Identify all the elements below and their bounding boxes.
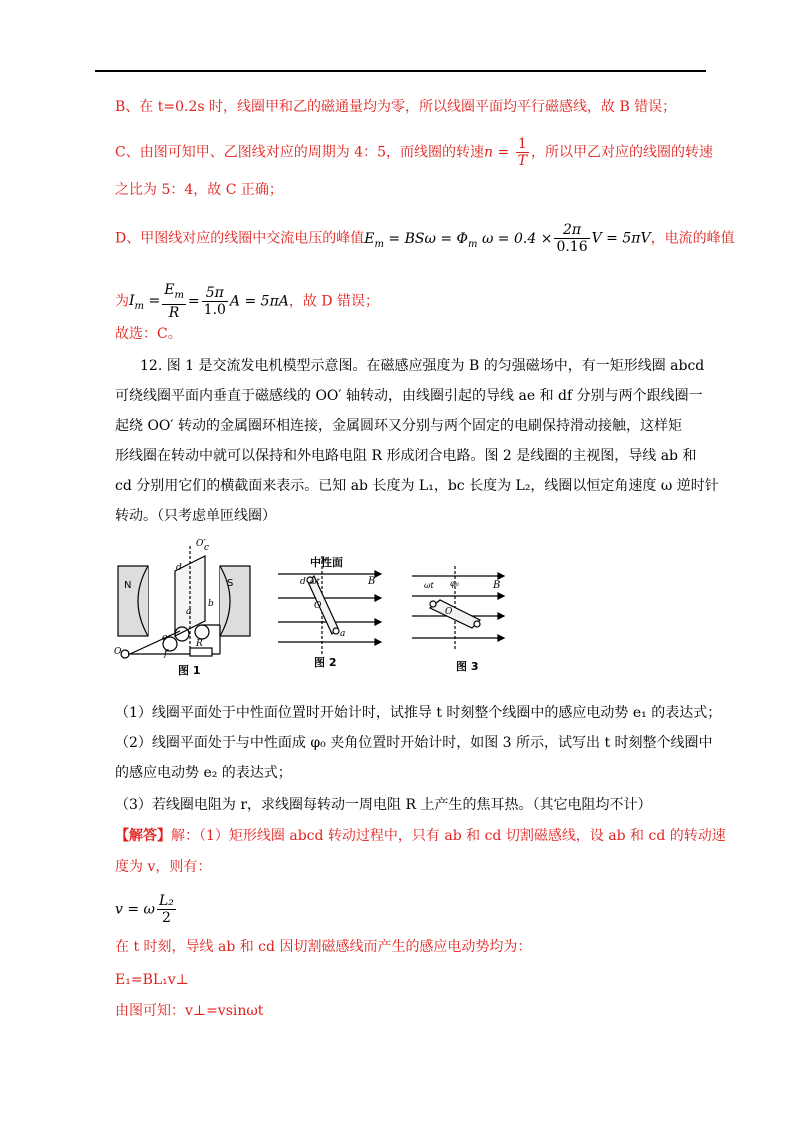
fig2-label-o: O — [314, 601, 322, 611]
figure-2-front-view — [278, 556, 381, 656]
current-fraction-2: $\frac{5\pi}{1.0}$ — [203, 284, 226, 318]
velocity-fraction: $\frac{\text{L₂}}{2}$ — [158, 893, 174, 926]
header-rule — [95, 70, 706, 72]
label-r: R — [196, 639, 203, 649]
label-o-prime: O′ — [196, 539, 206, 549]
question-2: （2）线圈平面处于与中性面成 φ₀ 夹角位置时开始计时，如图 3 所示，试写出 t 时刻整个线圈中 — [115, 735, 713, 751]
solution-tag: 【解答】 — [115, 828, 171, 844]
fig3-label-o: O — [445, 607, 453, 617]
solution-intro-2: 度为 v，则有： — [115, 859, 212, 875]
neutral-plane-label: 中性面 — [310, 556, 343, 569]
label-a: a — [186, 607, 192, 617]
figure-1-generator — [118, 546, 250, 658]
question-1: （1）线圈平面处于中性面位置时开始计时，试推导 t 时刻整个线圈中的感应电动势 e₁ 的表达式； — [115, 705, 722, 721]
caption-fig-1: 图 1 — [178, 664, 201, 677]
emf-formula: E₁=BL₁v⊥ — [115, 972, 189, 988]
label-s: S — [227, 578, 234, 589]
question-2-cont: 的感应电动势 e₂ 的表达式； — [115, 765, 292, 781]
speed-symbol: n — [483, 144, 494, 161]
option-c-text: C、由图可知甲、乙图线对应的周期为 4：5，而线圈的转速 — [115, 144, 484, 161]
option-d: D、甲图线对应的线圈中交流电压的峰值$E_m = BS\omega = \Phi_m$ ω = 0.4 × $\frac{2\pi}{0.16}$ V = 5πV，电流的峰值 — [115, 222, 735, 255]
caption-fig-2: 图 2 — [314, 656, 337, 669]
peak-fraction: $\frac{2\pi}{0.16}$ — [556, 222, 588, 255]
fig2-label-d: d — [300, 577, 306, 587]
problem-line-5: cd 分别用它们的横截面来表示。已知 ab 长度为 L₁，bc 长度为 L₂，线圈以恒定角速度 ω 逆时针 — [115, 478, 719, 494]
answer-choice: 故选：C。 — [115, 326, 182, 342]
caption-fig-3: 图 3 — [456, 660, 479, 673]
problem-line-6: 转动。（只考虑单匝线圈） — [115, 508, 276, 524]
option-d-line2: 为$I_m$ = $\frac{E_m}{R}$ = $\frac{5\pi}{1.0}$ A = 5πA，故 D 错误； — [115, 282, 380, 321]
fig2-label-a: a — [340, 629, 346, 639]
option-b: B、在 t=0.2s 时，线圈甲和乙的磁通量均为零，所以线圈平面均平行磁感线，故 B 错误； — [115, 99, 677, 115]
fig3-label-wt: ωt — [424, 581, 434, 590]
problem-line-1: 12. 图 1 是交流发电机模型示意图。在磁感应强度为 B 的匀强磁场中，有一矩形线圈 abcd — [140, 358, 705, 374]
fig2-label-wt: ωt — [310, 577, 320, 586]
figures — [100, 536, 600, 686]
problem-line-2: 可绕线圈平面内垂直于磁感线的 OO′ 轴转动，由线圈引起的导线 ae 和 df 分别与两个跟线圈一 — [115, 388, 703, 404]
solution-line-t: 在 t 时刻，导线 ab 和 cd 因切割磁感线而产生的感应电动势均为： — [115, 939, 532, 955]
label-o: O — [114, 647, 122, 657]
current-fraction: $\frac{E_m}{R}$ — [164, 282, 184, 321]
option-c-cont: 之比为 5：4，故 C 正确； — [115, 182, 283, 198]
label-d: d — [176, 563, 182, 573]
label-n: N — [124, 580, 132, 591]
question-3: （3）若线圈电阻为 r，求线圈每转动一周电阻 R 上产生的焦耳热。（其它电阻均不计） — [115, 797, 652, 813]
option-d-text-post: ，电流的峰值 — [650, 230, 735, 247]
vperp-formula: 由图可知：v⊥=vsinωt — [115, 1003, 264, 1019]
option-c: C、由图可知甲、乙图线对应的周期为 4：5，而线圈的转速n = $\frac{1}{T}$ ，所以甲乙对应的线圈的转速 — [115, 136, 713, 169]
problem-line-4: 形线圈在转动中就可以保持和外电路电阻 R 形成闭合电路。图 2 是线圈的主视图，导线 ab 和 — [115, 448, 697, 464]
label-f: f — [164, 649, 168, 659]
label-b-field-3: B — [493, 580, 501, 591]
velocity-formula: v = ω $\frac{\text{L₂}}{2}$ — [115, 893, 174, 926]
label-c: c — [204, 543, 210, 553]
solution-intro: 【解答】解：（1）矩形线圈 abcd 转动过程中，只有 ab 和 cd 切割磁感线，设 ab 和 cd 的转动速 — [115, 828, 726, 844]
speed-fraction: $\frac{1}{T}$ — [517, 136, 527, 169]
label-b-field-2: B — [368, 576, 376, 587]
fig3-label-phi0: φ₀ — [450, 579, 459, 588]
option-d-text: D、甲图线对应的线圈中交流电压的峰值 — [115, 230, 365, 247]
problem-line-3: 起绕 OO′ 转动的金属圈环相连接，金属圆环又分别与两个固定的电刷保持滑动接触，这样矩 — [115, 418, 683, 434]
option-c-text-post: ，所以甲乙对应的线圈的转速 — [531, 144, 713, 161]
label-e: e — [162, 633, 168, 643]
label-b: b — [208, 599, 214, 609]
